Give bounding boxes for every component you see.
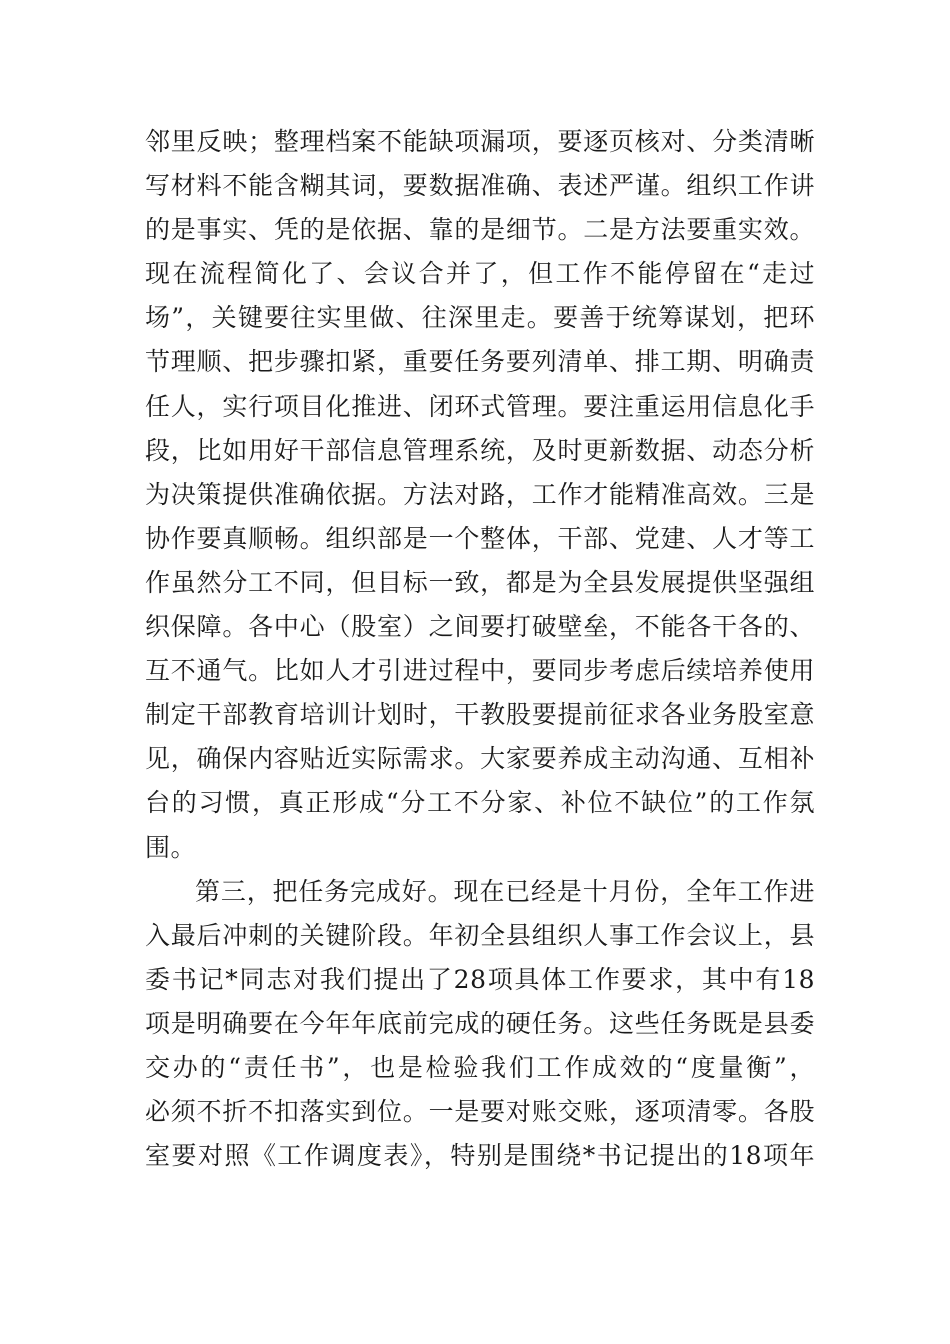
text-line: 织保障。各中心（股室）之间要打破壁垒，不能各干各的、 xyxy=(145,612,815,642)
text-line: 场”，关键要往实里做、往深里走。要善于统筹谋划，把环 xyxy=(145,303,815,333)
text-line: 室要对照《工作调度表》，特别是围绕*书记提出的18项年 xyxy=(145,1141,815,1171)
text-line: 现在流程简化了、会议合并了，但工作不能停留在“走过 xyxy=(145,259,815,289)
text-line: 项是明确要在今年年底前完成的硬任务。这些任务既是县委 xyxy=(145,1008,815,1038)
paragraph-end-line: 围。 xyxy=(145,832,197,862)
text-line: 委书记*同志对我们提出了28项具体工作要求，其中有18 xyxy=(145,964,815,994)
body-text xyxy=(145,120,815,1178)
text-line: 节理顺、把步骤扣紧，重要任务要列清单、排工期、明确责 xyxy=(145,347,815,377)
text-line: 协作要真顺畅。组织部是一个整体，干部、党建、人才等工 xyxy=(145,523,815,553)
paragraph-first-line: 第三，把任务完成好。现在已经是十月份，全年工作进 xyxy=(195,876,815,906)
text-line: 的是事实、凭的是依据、靠的是细节。二是方法要重实效。 xyxy=(145,215,815,245)
text-line: 交办的“责任书”，也是检验我们工作成效的“度量衡”， xyxy=(145,1052,815,1082)
text-line: 台的习惯，真正形成“分工不分家、补位不缺位”的工作氛 xyxy=(145,788,815,818)
text-line: 互不通气。比如人才引进过程中，要同步考虑后续培养使用 xyxy=(145,656,815,686)
text-line: 段，比如用好干部信息管理系统，及时更新数据、动态分析 xyxy=(145,435,815,465)
text-line: 必须不折不扣落实到位。一是要对账交账，逐项清零。各股 xyxy=(145,1097,815,1127)
text-line: 作虽然分工不同，但目标一致，都是为全县发展提供坚强组 xyxy=(145,567,815,597)
text-line: 写材料不能含糊其词，要数据准确、表述严谨。组织工作讲 xyxy=(145,171,815,201)
text-line: 为决策提供准确依据。方法对路，工作才能精准高效。三是 xyxy=(145,479,815,509)
text-line: 邻里反映；整理档案不能缺项漏项，要逐页核对、分类清晰 xyxy=(145,127,815,156)
text-line: 见，确保内容贴近实际需求。大家要养成主动沟通、互相补 xyxy=(145,744,815,774)
text-line: 制定干部教育培训计划时，干教股要提前征求各业务股室意 xyxy=(145,700,815,730)
text-line: 任人，实行项目化推进、闭环式管理。要注重运用信息化手 xyxy=(145,391,815,421)
text-line: 入最后冲刺的关键阶段。年初全县组织人事工作会议上，县 xyxy=(145,920,815,950)
